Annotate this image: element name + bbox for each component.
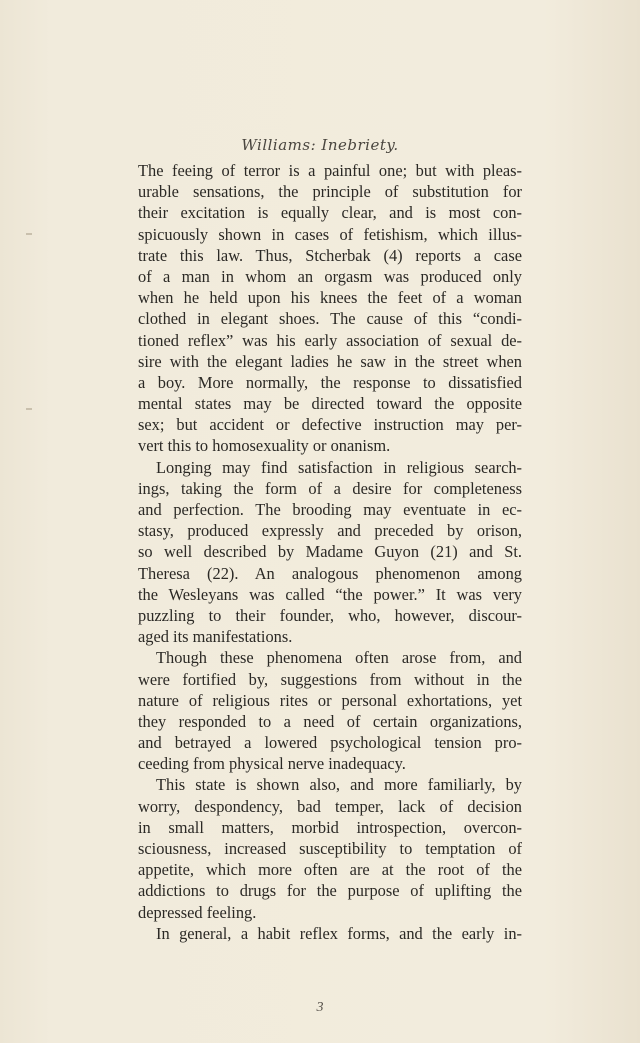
text-line: This state is shown also, and more familiarly, by [156,775,522,795]
text-line: ceeding from physical nerve inadequacy. [138,754,406,774]
text-line: their excitation is equally clear, and is most con- [138,203,522,223]
text-line: tioned reflex” was his early association of sexual de- [138,330,522,350]
text-line: and perfection. The brooding may eventuate in ec- [138,500,522,519]
page-number: 3 [316,1000,324,1015]
page-edge-mark [26,408,32,410]
text-line: puzzling to their founder, who, however, discour- [138,605,522,625]
text-line: they responded to a need of certain organizations, [138,711,522,731]
page-edge-mark [26,233,32,235]
text-line: sire with the elegant ladies he saw in the street when [138,351,522,371]
text-line: nature of religious rites or personal exhortations, yet [138,690,522,710]
text-line: In general, a habit reflex forms, and the early in- [156,923,522,943]
text-line: The feeing of terror is a painful one; but with pleas- [138,161,522,180]
text-line: a boy. More normally, the response to dissatisfied [138,372,522,392]
text-line: ings, taking the form of a desire for completeness [138,478,522,498]
text-line: trate this law. Thus, Stcherbak (4) reports a case [138,245,522,265]
text-line: urable sensations, the principle of substitution for [138,182,522,202]
text-line: so well described by Madame Guyon (21) and St. [138,542,522,562]
text-line: were fortified by, suggestions from without in the [138,669,522,689]
text-line: in small matters, morbid introspection, overcon- [138,817,522,837]
text-line: aged its manifestations. [138,627,293,647]
text-line: Longing may find satisfaction in religious search- [156,457,522,477]
text-line: the Wesleyans was called “the power.” It was very [138,584,522,604]
text-line: of a man in whom an orgasm was produced only [138,266,522,286]
text-line: stasy, produced expressly and preceded by orison, [138,521,522,541]
text-line: mental states may be directed toward the opposite [138,394,522,414]
text-line: addictions to drugs for the purpose of uplifting the [138,881,522,901]
running-head: Williams: Inebriety. [241,136,399,154]
text-line: and betrayed a lowered psychological tension pro- [138,733,522,753]
text-line: spicuously shown in cases of fetishism, which illus- [138,224,522,244]
text-line: appetite, which more often are at the root of the [138,860,522,880]
body-text [138,160,522,944]
text-line: Though these phenomena often arose from, and [156,648,522,668]
text-line: vert this to homosexuality or onanism. [138,436,391,456]
text-line: sciousness, increased susceptibility to temptation of [138,839,522,858]
text-line: sex; but accident or defective instruction may per- [138,415,522,435]
text-line: worry, despondency, bad temper, lack of decision [138,796,522,816]
text-line: clothed in elegant shoes. The cause of this “condi- [138,309,522,329]
text-line: Theresa (22). An analogous phenomenon among [138,563,522,583]
text-line: when he held upon his knees the feet of a woman [138,288,522,308]
text-line: depressed feeling. [138,902,257,922]
